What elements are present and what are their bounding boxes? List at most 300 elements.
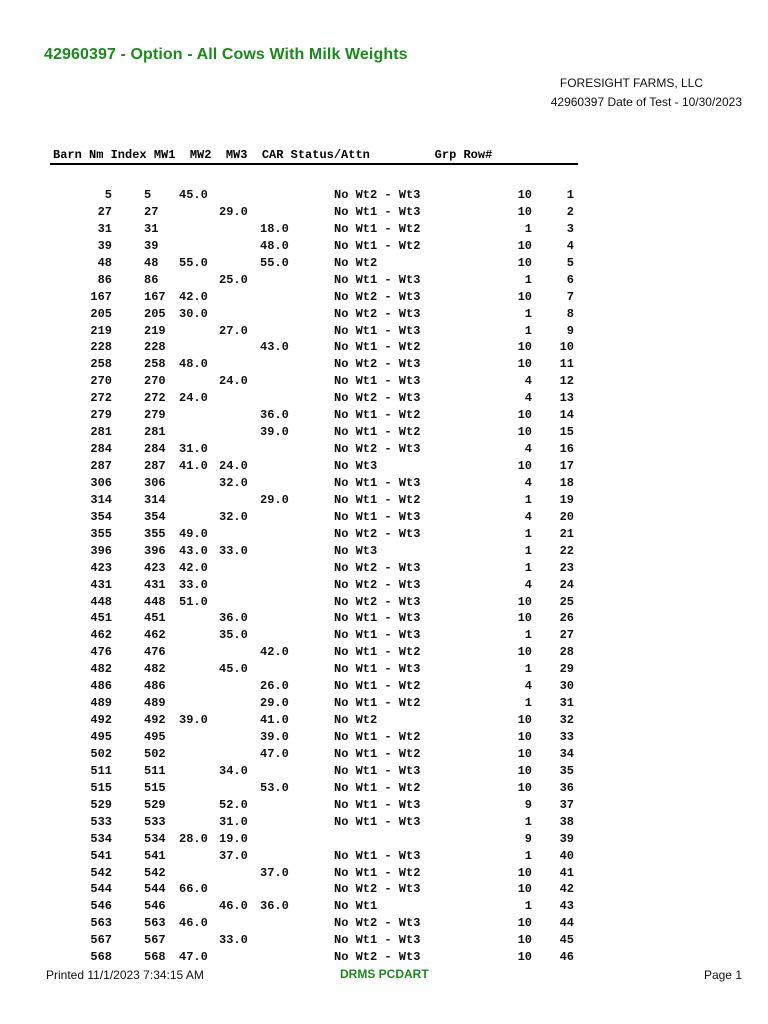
status-attn: No Wt2 - Wt3: [334, 916, 421, 931]
row-number: 46: [559, 950, 574, 965]
group-number: 10: [517, 357, 532, 372]
status-attn: No Wt1 - Wt2: [334, 425, 421, 440]
index-number: 86: [144, 272, 159, 287]
barn-number: 167: [90, 289, 112, 304]
row-number: 19: [559, 492, 574, 507]
row-number: 29: [559, 662, 574, 677]
milk-weight-2: 27.0: [219, 323, 248, 338]
row-number: 18: [559, 475, 574, 490]
status-attn: No Wt1 - Wt3: [334, 272, 421, 287]
index-number: 502: [144, 746, 166, 761]
status-attn: No Wt1 - Wt2: [334, 492, 421, 507]
status-attn: No Wt2 - Wt3: [334, 357, 421, 372]
row-number: 5: [566, 255, 574, 270]
index-number: 27: [144, 204, 159, 219]
barn-number: 495: [90, 730, 112, 744]
milk-weight-2: 31.0: [219, 814, 248, 829]
barn-number: 568: [90, 950, 112, 965]
index-number: 492: [144, 713, 166, 728]
row-number: 36: [559, 780, 574, 795]
index-number: 48: [144, 255, 159, 270]
group-number: 10: [517, 950, 532, 965]
table-row: [0, 238, 600, 255]
status-attn: No Wt1 - Wt3: [334, 204, 421, 219]
row-number: 44: [559, 916, 574, 931]
row-number: 22: [559, 543, 574, 558]
milk-weight-2: 25.0: [219, 272, 248, 287]
milk-weight-3: 36.0: [260, 899, 289, 914]
index-number: 529: [144, 797, 166, 812]
group-number: 10: [517, 882, 532, 897]
row-number: 17: [559, 459, 574, 473]
group-number: 4: [524, 679, 532, 694]
table-row: [0, 475, 600, 492]
status-attn: No Wt1 - Wt2: [334, 238, 421, 253]
index-number: 486: [144, 679, 166, 694]
status-attn: No Wt1 - Wt3: [334, 814, 421, 829]
milk-weight-2: 52.0: [219, 797, 248, 812]
milk-weight-2: 32.0: [219, 509, 248, 524]
barn-number: 546: [90, 899, 112, 914]
table-row: [0, 763, 600, 780]
milk-weight-1: 43.0: [179, 543, 208, 558]
barn-number: 27: [97, 204, 112, 219]
barn-number: 31: [97, 221, 112, 236]
status-attn: No Wt1 - Wt3: [334, 933, 421, 948]
index-number: 541: [144, 848, 166, 863]
status-attn: No Wt1 - Wt2: [334, 746, 421, 761]
table-row: [0, 780, 600, 797]
milk-weight-2: 29.0: [219, 204, 248, 219]
table-row: [0, 272, 600, 289]
table-row: [0, 255, 600, 272]
table-row: [0, 339, 600, 356]
milk-weight-1: 49.0: [179, 526, 208, 541]
group-number: 1: [524, 899, 532, 914]
group-number: 10: [517, 865, 532, 880]
milk-weight-1: 46.0: [179, 916, 208, 931]
barn-number: 228: [90, 340, 112, 355]
index-number: 354: [144, 509, 166, 524]
milk-weight-2: 37.0: [219, 848, 248, 863]
barn-number: 396: [90, 543, 112, 558]
barn-number: 279: [90, 408, 112, 423]
table-row: [0, 577, 600, 594]
group-number: 10: [517, 746, 532, 761]
milk-weight-1: 24.0: [179, 391, 208, 406]
index-number: 544: [144, 882, 166, 897]
index-number: 5: [144, 188, 152, 202]
milk-weight-1: 51.0: [179, 594, 208, 609]
status-attn: No Wt2 - Wt3: [334, 950, 421, 965]
status-attn: No Wt2 - Wt3: [334, 882, 421, 897]
row-number: 33: [559, 730, 574, 744]
milk-weight-3: 36.0: [260, 408, 289, 423]
group-number: 10: [517, 730, 532, 744]
group-number: 4: [524, 374, 532, 389]
group-number: 1: [524, 221, 532, 236]
index-number: 272: [144, 391, 166, 406]
table-row: [0, 644, 600, 661]
barn-number: 431: [90, 577, 112, 592]
status-attn: No Wt2: [334, 713, 378, 728]
barn-number: 48: [97, 255, 112, 270]
status-attn: No Wt3: [334, 543, 378, 558]
index-number: 355: [144, 526, 166, 541]
barn-number: 567: [90, 933, 112, 948]
status-attn: No Wt2 - Wt3: [334, 442, 421, 457]
milk-weight-1: 28.0: [179, 831, 208, 846]
milk-weight-3: 55.0: [260, 255, 289, 270]
barn-number: 502: [90, 746, 112, 761]
table-row: [0, 746, 600, 763]
group-number: 10: [517, 763, 532, 778]
barn-number: 529: [90, 797, 112, 812]
row-number: 30: [559, 679, 574, 694]
index-number: 546: [144, 899, 166, 914]
row-number: 6: [566, 272, 574, 287]
row-number: 21: [559, 526, 574, 541]
table-row: [0, 560, 600, 577]
barn-number: 355: [90, 526, 112, 541]
status-attn: No Wt1 - Wt3: [334, 475, 421, 490]
row-number: 14: [559, 408, 574, 423]
milk-weight-3: 42.0: [260, 645, 289, 660]
milk-weight-3: 47.0: [260, 746, 289, 761]
status-attn: No Wt1 - Wt3: [334, 323, 421, 338]
table-row: [0, 865, 600, 882]
status-attn: No Wt1 - Wt3: [334, 509, 421, 524]
index-number: 228: [144, 340, 166, 355]
milk-weight-2: 33.0: [219, 543, 248, 558]
index-number: 284: [144, 442, 166, 457]
status-attn: No Wt2 - Wt3: [334, 289, 421, 304]
index-number: 167: [144, 289, 166, 304]
barn-number: 423: [90, 560, 112, 575]
index-number: 448: [144, 594, 166, 609]
milk-weight-3: 48.0: [260, 238, 289, 253]
barn-number: 86: [97, 272, 112, 287]
table-row: [0, 712, 600, 729]
index-number: 542: [144, 865, 166, 880]
barn-number: 284: [90, 442, 112, 457]
group-number: 1: [524, 696, 532, 711]
row-number: 8: [566, 306, 574, 321]
table-row: [0, 627, 600, 644]
group-number: 10: [517, 255, 532, 270]
group-number: 9: [524, 797, 532, 812]
milk-weight-1: 42.0: [179, 560, 208, 575]
milk-weight-2: 24.0: [219, 459, 248, 473]
row-number: 16: [559, 442, 574, 457]
row-number: 11: [559, 357, 574, 372]
table-row: [0, 729, 600, 746]
group-number: 1: [524, 492, 532, 507]
status-attn: No Wt1 - Wt3: [334, 611, 421, 626]
barn-number: 219: [90, 323, 112, 338]
header-underline: [50, 163, 578, 165]
index-number: 462: [144, 628, 166, 643]
barn-number: 534: [90, 831, 112, 846]
barn-number: 281: [90, 425, 112, 440]
row-number: 38: [559, 814, 574, 829]
group-number: 1: [524, 306, 532, 321]
row-number: 26: [559, 611, 574, 626]
group-number: 10: [517, 340, 532, 355]
table-row: [0, 881, 600, 898]
group-number: 4: [524, 577, 532, 592]
milk-weight-1: 31.0: [179, 442, 208, 457]
row-number: 41: [559, 865, 574, 880]
barn-number: 486: [90, 679, 112, 694]
milk-weight-1: 48.0: [179, 357, 208, 372]
milk-weight-1: 66.0: [179, 882, 208, 897]
index-number: 511: [144, 763, 166, 778]
table-row: [0, 932, 600, 949]
group-number: 10: [517, 425, 532, 440]
table-row: [0, 797, 600, 814]
group-number: 10: [517, 289, 532, 304]
index-number: 31: [144, 221, 159, 236]
barn-number: 205: [90, 306, 112, 321]
status-attn: No Wt1 - Wt2: [334, 679, 421, 694]
index-number: 515: [144, 780, 166, 795]
milk-weight-1: 47.0: [179, 950, 208, 965]
table-row: [0, 526, 600, 543]
group-number: 10: [517, 238, 532, 253]
row-number: 39: [559, 831, 574, 846]
barn-number: 563: [90, 916, 112, 931]
index-number: 431: [144, 577, 166, 592]
barn-number: 489: [90, 696, 112, 711]
index-number: 451: [144, 611, 166, 626]
status-attn: No Wt1 - Wt2: [334, 340, 421, 355]
index-number: 563: [144, 916, 166, 931]
barn-number: 462: [90, 628, 112, 643]
barn-number: 476: [90, 645, 112, 660]
table-row: [0, 289, 600, 306]
row-number: 32: [559, 713, 574, 728]
table-row: [0, 356, 600, 373]
status-attn: No Wt1 - Wt2: [334, 645, 421, 660]
status-attn: No Wt1 - Wt2: [334, 408, 421, 423]
group-number: 4: [524, 509, 532, 524]
row-number: 25: [559, 594, 574, 609]
milk-weight-1: 33.0: [179, 577, 208, 592]
index-number: 287: [144, 459, 166, 473]
milk-weight-3: 26.0: [260, 679, 289, 694]
row-number: 7: [566, 289, 574, 304]
table-row: [0, 323, 600, 340]
milk-weight-2: 34.0: [219, 763, 248, 778]
index-number: 495: [144, 730, 166, 744]
row-number: 13: [559, 391, 574, 406]
index-number: 482: [144, 662, 166, 677]
barn-number: 451: [90, 611, 112, 626]
group-number: 10: [517, 933, 532, 948]
row-number: 3: [566, 221, 574, 236]
barn-number: 314: [90, 492, 112, 507]
barn-number: 533: [90, 814, 112, 829]
group-number: 10: [517, 408, 532, 423]
status-attn: No Wt2 - Wt3: [334, 391, 421, 406]
status-attn: No Wt1 - Wt2: [334, 696, 421, 711]
status-attn: No Wt1 - Wt3: [334, 662, 421, 677]
status-attn: No Wt2 - Wt3: [334, 306, 421, 321]
milk-weight-2: 35.0: [219, 628, 248, 643]
barn-number: 270: [90, 374, 112, 389]
row-number: 27: [559, 628, 574, 643]
index-number: 567: [144, 933, 166, 948]
table-row: [0, 814, 600, 831]
printed-timestamp: Printed 11/1/2023 7:34:15 AM: [46, 968, 204, 982]
page-number: Page 1: [703, 968, 742, 982]
row-number: 28: [559, 645, 574, 660]
barn-number: 515: [90, 780, 112, 795]
row-number: 40: [559, 848, 574, 863]
barn-number: 258: [90, 357, 112, 372]
status-attn: No Wt2 - Wt3: [334, 526, 421, 541]
table-row: [0, 594, 600, 611]
status-attn: No Wt1 - Wt2: [334, 730, 421, 744]
index-number: 533: [144, 814, 166, 829]
milk-weight-3: 29.0: [260, 696, 289, 711]
group-number: 4: [524, 442, 532, 457]
row-number: 9: [566, 323, 574, 338]
status-attn: No Wt2 - Wt3: [334, 188, 421, 202]
group-number: 1: [524, 526, 532, 541]
milk-weight-2: 36.0: [219, 611, 248, 626]
status-attn: No Wt1 - Wt3: [334, 797, 421, 812]
index-number: 314: [144, 492, 166, 507]
group-number: 1: [524, 814, 532, 829]
table-row: [0, 306, 600, 323]
table-row: [0, 407, 600, 424]
index-number: 568: [144, 950, 166, 965]
milk-weight-1: 42.0: [179, 289, 208, 304]
table-row: [0, 390, 600, 407]
milk-weight-3: 53.0: [260, 780, 289, 795]
status-attn: No Wt1 - Wt2: [334, 221, 421, 236]
table-row: [0, 661, 600, 678]
table-row: [0, 915, 600, 932]
barn-number: 272: [90, 391, 112, 406]
row-number: 37: [559, 797, 574, 812]
milk-weight-1: 41.0: [179, 459, 208, 473]
barn-number: 542: [90, 865, 112, 880]
status-attn: No Wt2 - Wt3: [334, 594, 421, 609]
app-name: DRMS PCDART: [340, 967, 429, 981]
table-row: [0, 949, 600, 966]
status-attn: No Wt1 - Wt3: [334, 374, 421, 389]
row-number: 24: [559, 577, 574, 592]
milk-weight-3: 39.0: [260, 425, 289, 440]
status-attn: No Wt1 - Wt3: [334, 763, 421, 778]
barn-number: 544: [90, 882, 112, 897]
group-number: 10: [517, 916, 532, 931]
barn-number: 287: [90, 459, 112, 473]
milk-weight-1: 55.0: [179, 255, 208, 270]
table-row: [0, 848, 600, 865]
index-number: 279: [144, 408, 166, 423]
milk-weight-2: 46.0: [219, 899, 248, 914]
index-number: 258: [144, 357, 166, 372]
row-number: 31: [559, 696, 574, 711]
farm-name: FORESIGHT FARMS, LLC: [559, 76, 703, 90]
row-number: 2: [566, 204, 574, 219]
status-attn: No Wt2 - Wt3: [334, 577, 421, 592]
table-row: [0, 492, 600, 509]
row-number: 15: [559, 425, 574, 440]
barn-number: 492: [90, 713, 112, 728]
milk-weight-2: 24.0: [219, 374, 248, 389]
index-number: 270: [144, 374, 166, 389]
row-number: 4: [566, 238, 574, 253]
group-number: 1: [524, 662, 532, 677]
barn-number: 354: [90, 509, 112, 524]
table-row: [0, 610, 600, 627]
group-number: 1: [524, 272, 532, 287]
milk-weight-3: 37.0: [260, 865, 289, 880]
milk-weight-1: 39.0: [179, 713, 208, 728]
group-number: 1: [524, 543, 532, 558]
row-number: 42: [559, 882, 574, 897]
row-number: 34: [559, 746, 574, 761]
index-number: 281: [144, 425, 166, 440]
barn-number: 511: [90, 763, 112, 778]
group-number: 10: [517, 645, 532, 660]
table-row: [0, 204, 600, 221]
index-number: 423: [144, 560, 166, 575]
barn-number: 448: [90, 594, 112, 609]
table-row: [0, 221, 600, 238]
group-number: 10: [517, 459, 532, 473]
milk-weight-3: 41.0: [260, 713, 289, 728]
status-attn: No Wt1 - Wt3: [334, 848, 421, 863]
test-date: 42960397 Date of Test - 10/30/2023: [550, 95, 742, 109]
milk-weight-2: 19.0: [219, 831, 248, 846]
milk-weight-3: 39.0: [260, 730, 289, 744]
table-row: [0, 509, 600, 526]
group-number: 10: [517, 594, 532, 609]
group-number: 10: [517, 188, 532, 202]
table-header: Barn Nm Index MW1 MW2 MW3 CAR Status/Attn Grp Row#: [53, 148, 493, 162]
status-attn: No Wt1 - Wt2: [334, 780, 421, 795]
barn-number: 541: [90, 848, 112, 863]
status-attn: No Wt1 - Wt2: [334, 865, 421, 880]
row-number: 10: [559, 340, 574, 355]
index-number: 489: [144, 696, 166, 711]
status-attn: No Wt2 - Wt3: [334, 560, 421, 575]
milk-weight-2: 33.0: [219, 933, 248, 948]
status-attn: No Wt3: [334, 459, 378, 473]
milk-weight-3: 29.0: [260, 492, 289, 507]
index-number: 396: [144, 543, 166, 558]
table-row: [0, 373, 600, 390]
group-number: 10: [517, 713, 532, 728]
table-row: [0, 543, 600, 560]
group-number: 9: [524, 831, 532, 846]
row-number: 43: [559, 899, 574, 914]
group-number: 1: [524, 323, 532, 338]
table-row: [0, 831, 600, 848]
row-number: 12: [559, 374, 574, 389]
barn-number: 39: [97, 238, 112, 253]
row-number: 20: [559, 509, 574, 524]
index-number: 534: [144, 831, 166, 846]
index-number: 219: [144, 323, 166, 338]
group-number: 4: [524, 391, 532, 406]
